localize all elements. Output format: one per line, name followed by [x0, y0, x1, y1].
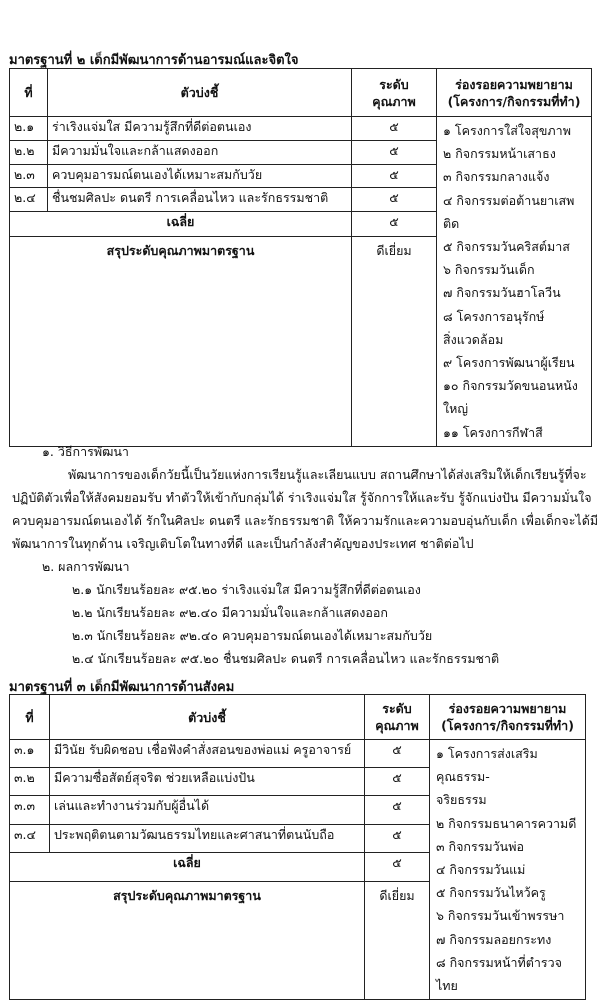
project-item: จริยธรรม — [436, 792, 487, 808]
row-indicator: มีความซื่อสัตย์สุจริต ช่วยเหลือแบ่งปัน — [50, 768, 365, 796]
project-item: ติด — [443, 215, 460, 231]
project-item: ๓ กิจกรรมวันพ่อ — [436, 838, 524, 854]
project-item: ๑๑ โครงการกีฬาสี — [443, 424, 543, 440]
summary-label: สรุประดับคุณภาพมาตรฐาน — [10, 236, 352, 446]
project-item: ๔ กิจกรรมวันแม่ — [436, 862, 526, 878]
method-line: ควบคุมอารมณ์ตนเองได้ รักในศิลปะ ดนตรี และรักธรรมชาติ ให้ความรักและความอบอุ่นกับเด็ก เพื่อเด็กจะได้มี — [12, 513, 599, 528]
standard-2-heading: มาตรฐานที่ ๒ เด็กมีพัฒนาการด้านอารมณ์และจิตใจ — [9, 53, 299, 68]
row-indicator: ประพฤติตนตามวัฒนธรรมไทยและศาสนาที่ตนนับถือ — [50, 824, 365, 852]
row-number: ๒.๒ — [10, 140, 48, 164]
row-number: ๓.๔ — [10, 824, 50, 852]
project-item: ๑ โครงการใส่ใจสุขภาพ — [443, 123, 571, 138]
row-level: ๕ — [365, 796, 430, 824]
project-item: ๗ กิจกรรมวันฮาโลวีน — [443, 285, 561, 301]
method-line: ปฏิบัติตัวเพื่อให้สังคมยอมรับ ทำตัวให้เข้ากับกลุ่มได้ ร่าเริงแจ่มใส รู้จักการให้และรับ รู้จักแบ่งปัน มีความมั่นใจ — [12, 490, 592, 505]
standard-2-table — [9, 68, 592, 447]
average-value: ๕ — [365, 852, 430, 881]
row-level: ๕ — [365, 768, 430, 796]
col-header-projects: ร่องรอยความพยายาม (โครงการ/กิจกรรมที่ทำ) — [437, 69, 592, 117]
standard-3-table — [9, 694, 586, 1000]
row-indicator: ชื่นชมศิลปะ ดนตรี การเคลื่อนไหว และรักธรรมชาติ — [48, 188, 352, 212]
project-item: ๑๐ กิจกรรมวัดขนอนหนัง — [443, 378, 578, 394]
project-item: ๗ กิจกรรมลอยกระทง — [436, 931, 552, 947]
col-header-no: ที่ — [10, 69, 48, 117]
method-line: พัฒนาการในทุกด้าน เจริญเติบโตในทางที่ดี และเป็นกำลังสำคัญของประเทศ ชาติต่อไป — [12, 536, 474, 551]
row-level: ๕ — [352, 188, 437, 212]
col-header-indicator: ตัวบ่งชี้ — [50, 695, 365, 740]
row-indicator: มีความมั่นใจและกล้าแสดงออก — [48, 140, 352, 164]
summary-value: ดีเยี่ยม — [352, 236, 437, 446]
row-level: ๕ — [365, 740, 430, 768]
project-item: ใหญ่ — [443, 401, 468, 417]
row-indicator: เล่นและทำงานร่วมกับผู้อื่นได้ — [50, 796, 365, 824]
average-label: เฉลี่ย — [10, 212, 352, 237]
row-indicator: ร่าเริงแจ่มใส มีความรู้สึกที่ดีต่อตนเอง — [48, 117, 352, 141]
row-number: ๒.๔ — [10, 188, 48, 212]
project-item: ๘ กิจกรรมหน้าที่ตำรวจไทย — [436, 954, 562, 994]
row-number: ๓.๑ — [10, 740, 50, 768]
project-item: สิ่งแวดล้อม — [443, 331, 504, 347]
project-item: ๒ กิจกรรมหน้าเสาธง — [443, 146, 556, 162]
project-item: ๓ กิจกรรมกลางแจ้ง — [443, 169, 550, 185]
method-title: ๑. วิธีการพัฒนา — [42, 444, 129, 459]
projects-list — [443, 119, 585, 444]
result-item: ๒.๒ นักเรียนร้อยละ ๙๒.๔๐ มีความมั่นใจและกล้าแสดงออก — [72, 605, 388, 620]
project-item: ๕ กิจกรรมวันคริสต์มาส — [443, 239, 570, 255]
projects-list — [436, 742, 579, 997]
average-value: ๕ — [352, 212, 437, 237]
project-item: ๖ กิจกรรมวันเข้าพรรษา — [436, 908, 565, 924]
row-level: ๕ — [352, 164, 437, 188]
project-item: ๘ โครงการอนุรักษ์ — [443, 308, 545, 324]
result-title: ๒. ผลการพัฒนา — [42, 559, 130, 574]
col-header-level: ระดับ คุณภาพ — [365, 695, 430, 740]
project-item: ๒ กิจกรรมธนาคารความดี — [436, 815, 577, 831]
row-level: ๕ — [352, 117, 437, 141]
project-item: ๔ กิจกรรมต่อต้านยาเสพ — [443, 192, 575, 208]
result-item: ๒.๓ นักเรียนร้อยละ ๙๒.๔๐ ควบคุมอารมณ์ตนเองได้เหมาะสมกับวัย — [72, 628, 433, 643]
summary-label: สรุประดับคุณภาพมาตรฐาน — [10, 882, 365, 1000]
col-header-indicator: ตัวบ่งชี้ — [48, 69, 352, 117]
col-header-projects: ร่องรอยความพยายาม (โครงการ/กิจกรรมที่ทำ) — [430, 695, 586, 740]
method-line: พัฒนาการของเด็กวัยนี้เป็นวัยแห่งการเรียนรู้และเลียนแบบ สถานศึกษาได้ส่งเสริมให้เด็กเรียนรู้ที่จะ — [68, 467, 587, 482]
result-item: ๒.๑ นักเรียนร้อยละ ๙๕.๒๐ ร่าเริงแจ่มใส มีความรู้สึกที่ดีต่อตนเอง — [72, 582, 421, 597]
row-number: ๒.๓ — [10, 164, 48, 188]
summary-value: ดีเยี่ยม — [365, 882, 430, 1000]
row-number: ๒.๑ — [10, 117, 48, 141]
average-label: เฉลี่ย — [10, 852, 365, 881]
row-level: ๕ — [352, 140, 437, 164]
row-indicator: ควบคุมอารมณ์ตนเองได้เหมาะสมกับวัย — [48, 164, 352, 188]
project-item: ๖ กิจกรรมวันเด็ก — [443, 262, 535, 278]
row-number: ๓.๓ — [10, 796, 50, 824]
row-number: ๓.๒ — [10, 768, 50, 796]
standard-3-heading: มาตรฐานที่ ๓ เด็กมีพัฒนาการด้านสังคม — [9, 680, 235, 695]
col-header-level: ระดับ คุณภาพ — [352, 69, 437, 117]
col-header-no: ที่ — [10, 695, 50, 740]
project-item: ๕ กิจกรรมวันไหว้ครู — [436, 885, 546, 901]
row-level: ๕ — [365, 824, 430, 852]
row-indicator: มีวินัย รับผิดชอบ เชื่อฟังคำสั่งสอนของพ่อแม่ ครูอาจารย์ — [50, 740, 365, 768]
projects-cell — [437, 117, 592, 447]
result-item: ๒.๔ นักเรียนร้อยละ ๙๕.๒๐ ชื่นชมศิลปะ ดนตรี การเคลื่อนไหว และรักธรรมชาติ — [72, 651, 500, 666]
project-item: ๙ โครงการพัฒนาผู้เรียน — [443, 355, 575, 371]
project-item: ๑ โครงการส่งเสริมคุณธรรม- — [436, 746, 538, 785]
projects-cell — [430, 740, 586, 1000]
